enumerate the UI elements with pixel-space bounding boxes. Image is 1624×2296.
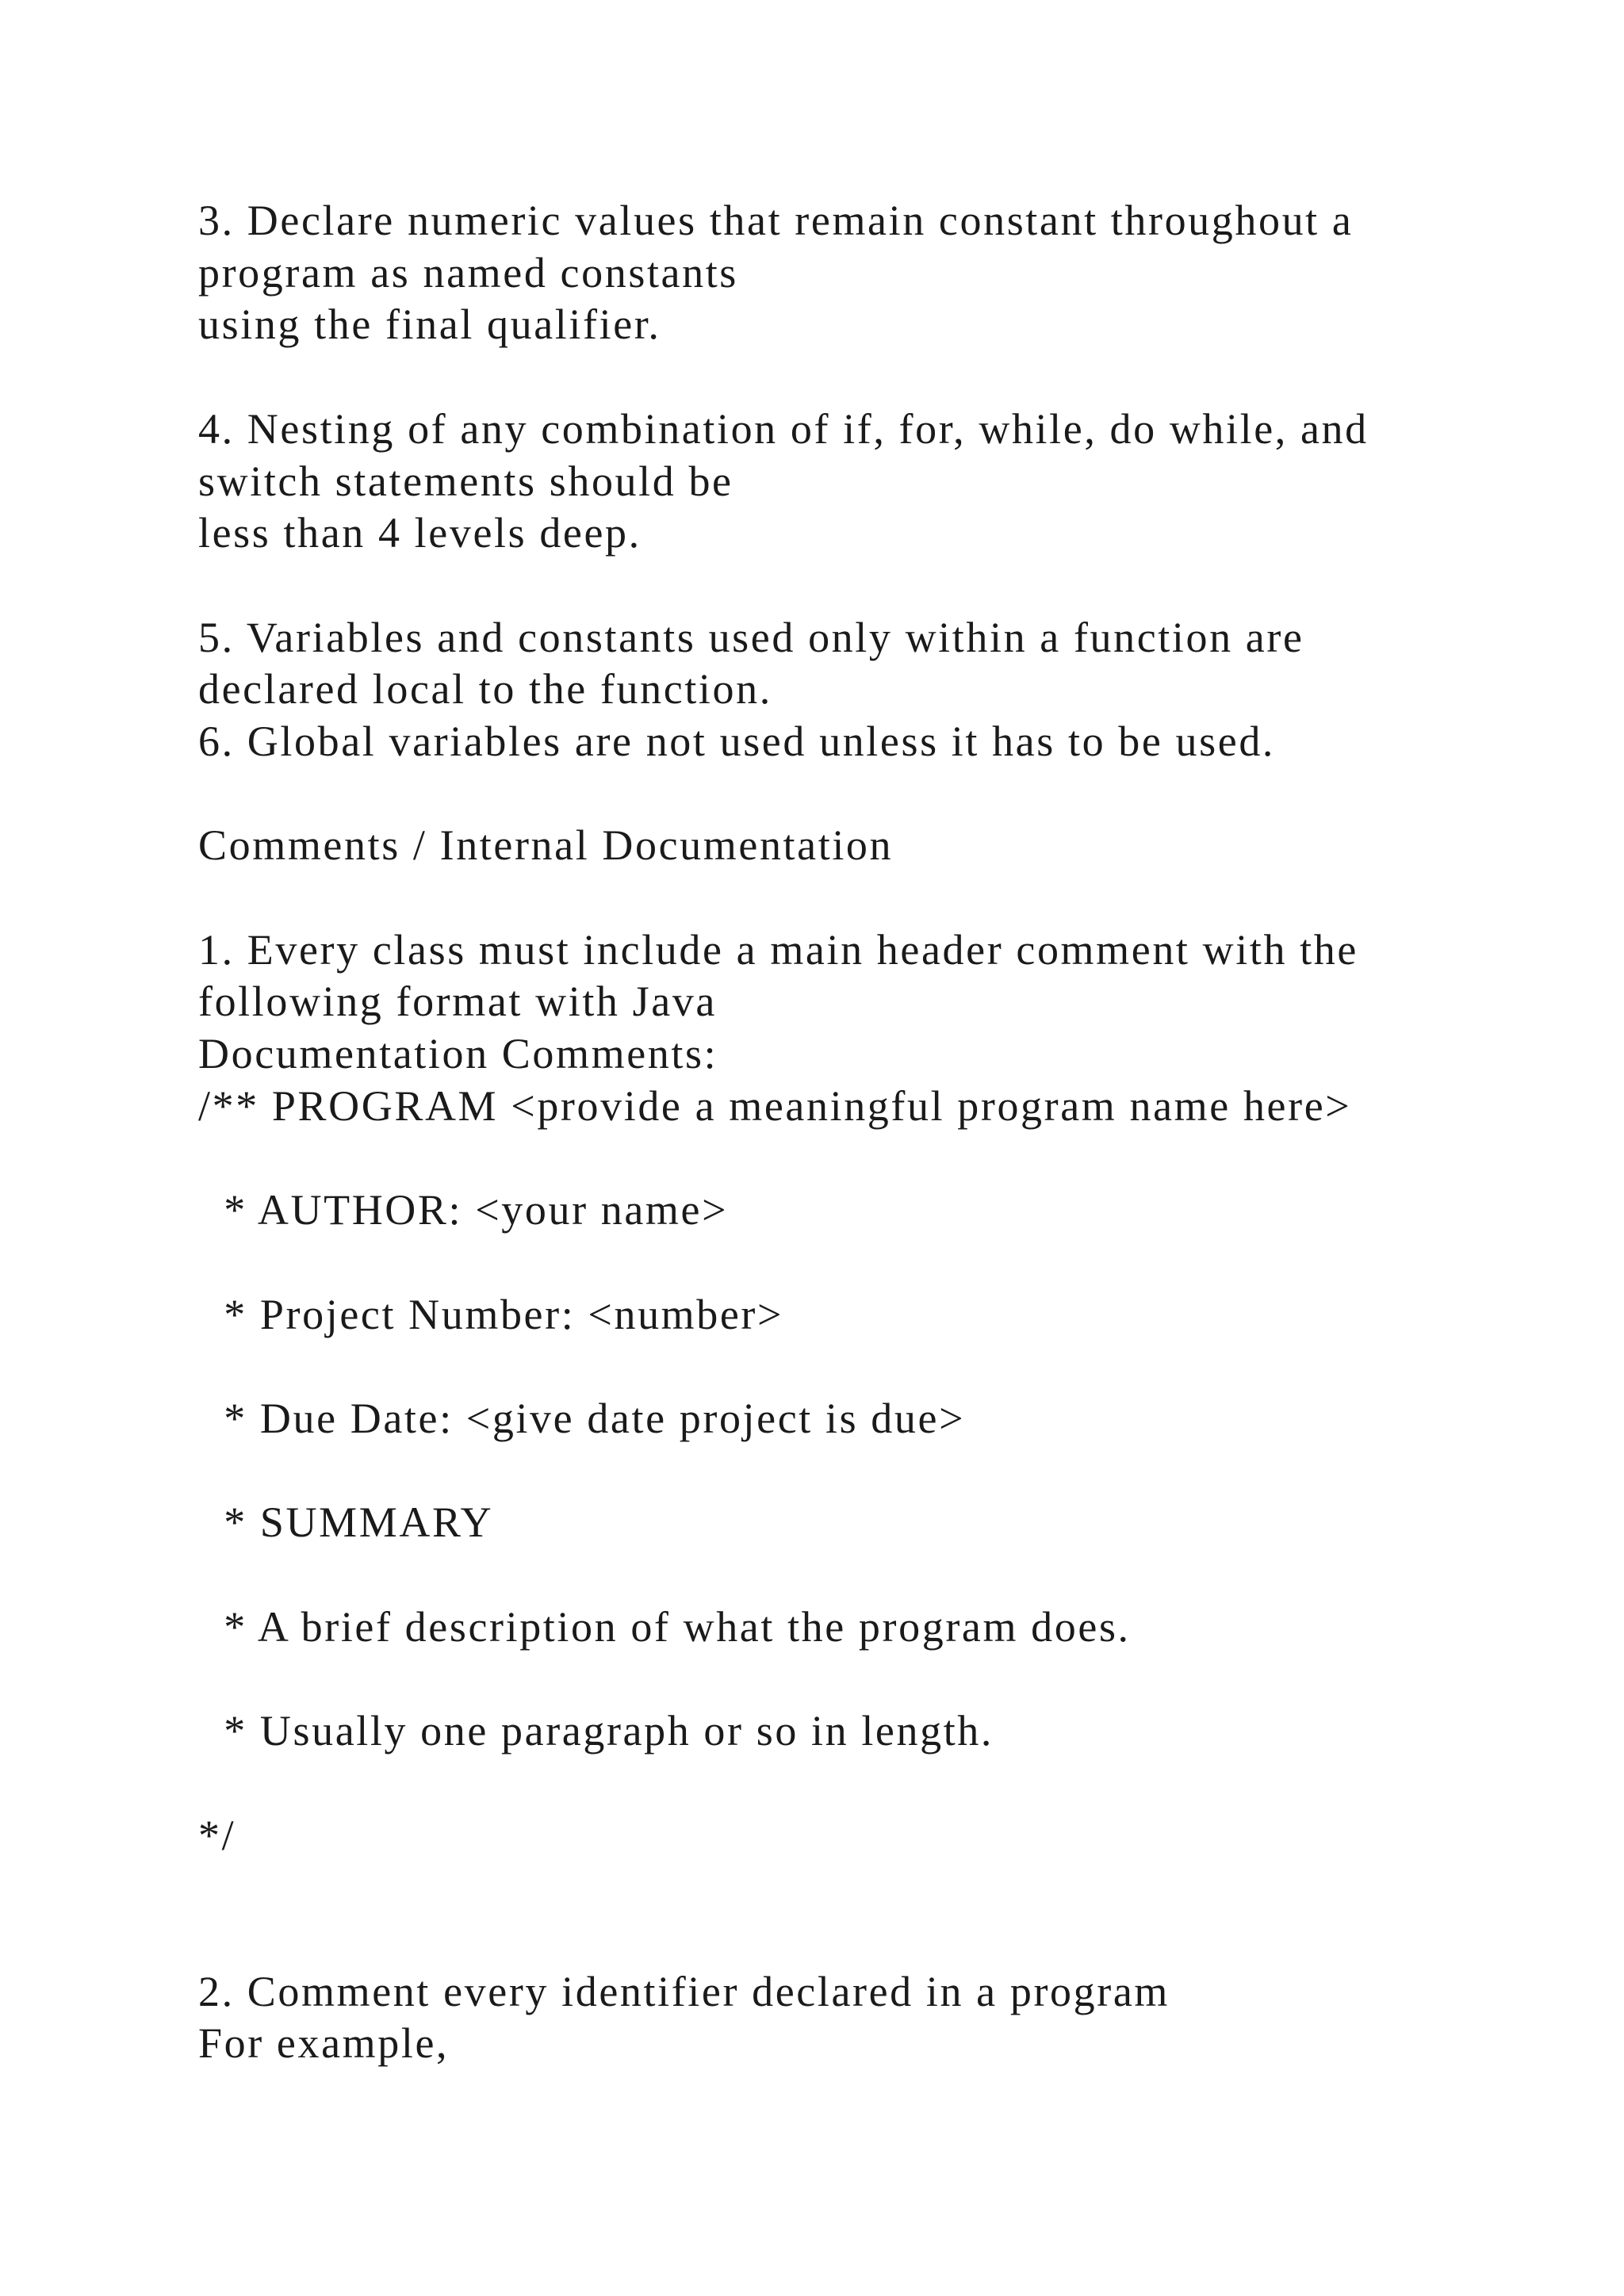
text-line: 3. Declare numeric values that remain constant throughout a <box>198 197 1354 244</box>
text-line: switch statements should be <box>198 457 733 505</box>
text-line: following format with Java <box>198 978 717 1026</box>
text-line: 4. Nesting of any combination of if, for, while, do while, and <box>198 404 1369 453</box>
code-line <box>198 1237 1562 1289</box>
text-line <box>198 1862 1562 1914</box>
text-line: declared local to the function. <box>198 665 772 714</box>
text-line: using the final qualifier. <box>198 300 661 349</box>
text-line <box>198 872 1562 924</box>
code-line: * A brief description of what the program does. <box>198 1602 1131 1651</box>
code-line: /** PROGRAM <provide a meaningful program name here> <box>198 1081 1352 1130</box>
text-line: less than 4 levels deep. <box>198 509 642 557</box>
code-line: */ <box>198 1811 236 1859</box>
code-line: * SUMMARY <box>198 1498 494 1547</box>
code-line: * Usually one paragraph or so in length. <box>198 1707 994 1755</box>
document-body <box>198 195 1562 2070</box>
code-line <box>198 1758 1562 1810</box>
code-line: * Due Date: <give date project is due> <box>198 1395 966 1443</box>
text-line <box>198 768 1562 821</box>
text-line: 5. Variables and constants used only within a function are <box>198 613 1304 661</box>
text-line: 1. Every class must include a main header comment with the <box>198 925 1358 974</box>
code-line <box>198 1445 1562 1498</box>
code-line <box>198 1133 1562 1185</box>
code-line <box>198 1654 1562 1706</box>
text-line <box>198 351 1562 404</box>
section-heading: Comments / Internal Documentation <box>198 821 894 870</box>
code-line: * AUTHOR: <your name> <box>198 1186 729 1234</box>
code-line <box>198 1549 1562 1601</box>
text-line: Documentation Comments: <box>198 1030 718 1078</box>
text-line <box>198 1914 1562 1966</box>
text-line: 6. Global variables are not used unless it has to be used. <box>198 718 1276 765</box>
code-line <box>198 1341 1562 1393</box>
text-line: For example, <box>198 2019 450 2068</box>
text-line: 2. Comment every identifier declared in a program <box>198 1967 1170 2015</box>
code-line: * Project Number: <number> <box>198 1290 784 1338</box>
text-line: program as named constants <box>198 248 738 297</box>
text-line <box>198 560 1562 612</box>
